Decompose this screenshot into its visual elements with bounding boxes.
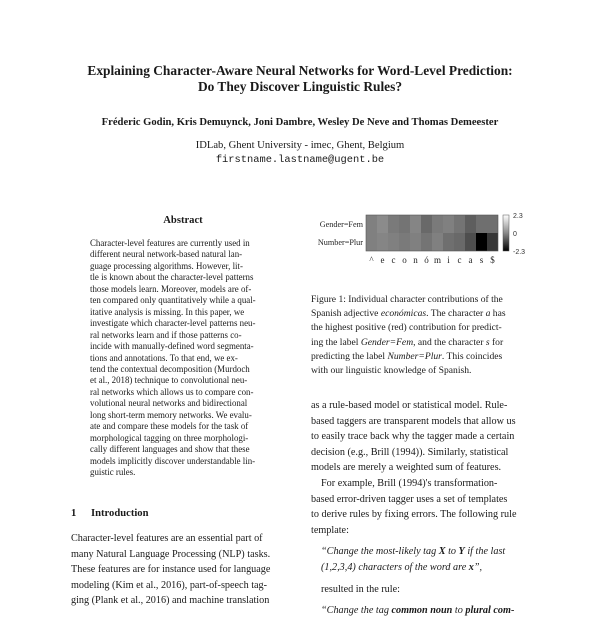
quote-text: (1,2,3,4) characters of the word are (321, 561, 469, 573)
body-line: template: (311, 524, 349, 536)
intro-line: Character-level features are an essential part of (71, 533, 263, 544)
quote-text: ”, (473, 561, 483, 573)
heatmap-cell (399, 233, 410, 251)
section-heading-introduction (71, 508, 149, 519)
rule-quote (311, 603, 543, 619)
abstract-line: incide with manually-defined word segmenta- (90, 341, 254, 352)
heatmap-char-label: o (402, 255, 407, 265)
quote-text: to (452, 605, 466, 617)
intro-body (71, 531, 293, 609)
caption-italic: s (485, 336, 490, 348)
abstract-line: long short-term memory networks. We evalu- (90, 409, 252, 420)
heatmap-char-label: c (391, 255, 396, 265)
abstract-line: cally different languages and show that these (90, 444, 250, 455)
heatmap-cell (421, 215, 432, 233)
heatmap-cell (432, 215, 443, 233)
abstract-line: morphological tagging on three morphologi- (90, 432, 249, 443)
heatmap-cell (388, 233, 399, 251)
heatmap-row-label: Number=Plur (317, 238, 363, 247)
abstract-line: itative analysis is missing. In this paper, we (90, 306, 245, 317)
heatmap-cell (410, 215, 421, 233)
affiliation: IDLab, Ghent University - imec, Ghent, Belgium (195, 140, 405, 151)
heatmap-cell (487, 215, 498, 233)
intro-line: many Natural Language Processing (NLP) tasks. (71, 548, 271, 560)
rule-template-quote (311, 560, 543, 576)
author-email: firstname.lastname@ugent.be (215, 154, 385, 166)
heatmap-cell (366, 233, 377, 251)
colorbar-tick-label: -2.3 (513, 249, 526, 256)
caption-italic: Gender=Fem (360, 336, 414, 348)
abstract-line: guage processing algorithms. However, lit- (90, 260, 243, 271)
body-line: to derive rules by fixing errors. The following rule (311, 509, 517, 521)
caption-text: for (489, 336, 504, 348)
caption-line: the highest positive (red) contribution for predict- (311, 322, 502, 334)
quote-bold: X (438, 546, 446, 558)
paper-title (40, 63, 560, 95)
heatmap-char-label: m (433, 255, 442, 265)
heatmap-cell (443, 215, 454, 233)
abstract-line: tend the contextual decomposition (Murdoch (90, 363, 250, 374)
abstract-line: tions and annotations. To that end, we ex- (90, 352, 238, 363)
caption-text: has (490, 308, 506, 320)
heatmap-cell (465, 215, 476, 233)
caption-line: Figure 1: Individual character contributions of the (311, 294, 503, 305)
quote-text: if the last (464, 546, 506, 558)
quote-text: “Change the tag (321, 605, 392, 617)
body-line: to easily trace back why the tagger made a certain (311, 431, 515, 443)
author-list: Fréderic Godin, Kris Demuynck, Joni Dambre, Wesley De Neve and Thomas Demeester (101, 117, 499, 128)
caption-italic: Number=Plur (387, 350, 442, 362)
heatmap-char-label: e (380, 255, 385, 265)
colorbar (503, 215, 509, 251)
abstract-line: guistic rules. (90, 467, 136, 478)
intro-line: modeling (Kim et al., 2016), part-of-speech tag- (71, 579, 268, 591)
caption-text: . This coincides (441, 350, 503, 362)
heatmap-char-label: $ (490, 255, 495, 265)
body-line: based error-driven tagger uses a set of templates (311, 493, 508, 505)
quote-bold: Y (458, 546, 465, 558)
section-number: 1 (71, 508, 77, 519)
abstract-line: Character-level features are currently used in (90, 238, 250, 248)
heatmap-cell (377, 233, 388, 251)
heatmap-cell (432, 233, 443, 251)
caption-italic: económicas (380, 308, 427, 320)
abstract-line: investigate which character-level patterns neu- (90, 318, 256, 329)
caption-text: , and the character (413, 336, 486, 348)
paragraph-rule-based (311, 398, 543, 476)
caption-line: with our linguistic knowledge of Spanish. (311, 365, 472, 377)
heatmap-cell (366, 215, 377, 233)
body-line: models are merely a weighted sum of features. (311, 462, 502, 474)
heatmap-cell (487, 233, 498, 251)
caption-italic: a (485, 308, 491, 320)
heatmap-cell (377, 215, 388, 233)
heatmap-char-label: a (468, 255, 473, 265)
heatmap-char-label: ó (424, 255, 429, 265)
abstract-line: those models learn. Moreover, models are of- (90, 283, 252, 294)
heatmap-cell (421, 233, 432, 251)
abstract-line: different neural network-based natural lan- (90, 249, 243, 260)
resulted-line: resulted in the rule: (321, 583, 400, 595)
heatmap-cell (388, 215, 399, 233)
body-line: decision (e.g., Brill (1994)). Similarly, statistical (311, 446, 509, 458)
heatmap-cell (399, 215, 410, 233)
heatmap-char-label: i (447, 255, 450, 265)
caption-line (311, 350, 541, 364)
heatmap-cell (476, 215, 487, 233)
abstract-line: ral networks which allows us to compare con- (90, 386, 254, 397)
heatmap-row-label: Gender=Fem (319, 220, 363, 229)
caption-text: Spanish adjective (311, 308, 381, 320)
quote-bold: plural com- (465, 605, 515, 617)
heatmap-cell (454, 233, 465, 251)
paragraph-brill-example (311, 476, 543, 538)
heatmap-char-label: c (457, 255, 462, 265)
abstract-line: et al., 2018) technique to convolutional neu- (90, 375, 248, 386)
abstract-line: tle is known about the character-level patterns (90, 272, 254, 283)
quote-text: “Change the most-likely tag (321, 546, 439, 558)
intro-line: ging (Plank et al., 2016) and machine translation (71, 595, 270, 607)
caption-line (311, 307, 541, 321)
colorbar-tick-label: 0 (513, 231, 517, 238)
heatmap-cell (443, 233, 454, 251)
caption-text: . The character (426, 308, 486, 320)
rule-template-quote (311, 544, 543, 560)
abstract-body (90, 238, 276, 479)
figure-1-caption (311, 293, 541, 378)
abstract-line: ate and compare these models for the task of (90, 421, 249, 432)
heatmap-char-label: n (413, 255, 418, 265)
caption-text: predicting the label (311, 350, 388, 362)
title-line-2: Do They Discover Linguistic Rules? (197, 79, 403, 94)
body-line: For example, Brill (1994)'s transformation- (321, 477, 498, 489)
heatmap-cell (465, 233, 476, 251)
heatmap-cell (476, 233, 487, 251)
quote-text: to (445, 546, 459, 558)
caption-line (311, 336, 541, 350)
heatmap-cell (454, 215, 465, 233)
body-line: based taggers are transparent models that allow us (311, 415, 516, 427)
right-column-body (311, 398, 543, 619)
title-line-1: Explaining Character-Aware Neural Networks for Word-Level Prediction: (87, 63, 513, 78)
abstract-line: volutional neural networks and bidirectional (90, 398, 248, 409)
heatmap-cell (410, 233, 421, 251)
heatmap-char-label: s (479, 255, 484, 265)
heatmap-char-label: ^ (369, 255, 374, 265)
section-title: Introduction (91, 508, 149, 519)
intro-line: These features are for instance used for language (71, 564, 271, 576)
quote-bold: common noun (391, 605, 453, 617)
abstract-heading: Abstract (163, 215, 203, 226)
body-line: as a rule-based model or statistical model. Rule- (311, 400, 508, 411)
caption-text: ing the label (311, 336, 361, 348)
colorbar-tick-label: 2.3 (513, 213, 523, 220)
figure-1-heatmap (300, 210, 550, 272)
abstract-line: ten compared only quantitatively while a qual- (90, 295, 256, 306)
abstract-line: models implicitly discover understandable lin- (90, 455, 256, 466)
quote-bold: x (468, 561, 474, 573)
abstract-line: ral networks learn and if those patterns co- (90, 329, 242, 340)
